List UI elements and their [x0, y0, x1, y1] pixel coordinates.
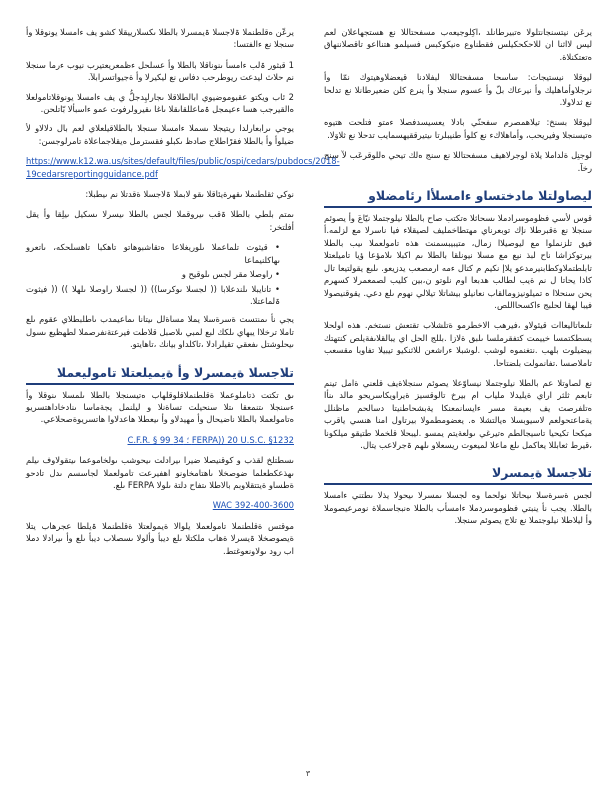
paragraph: ليوقلا نيستيجات: ساسحا مسفحتاللا لبفلادنا قيعضلاوهيتوك نمّا وأ نرجلاوأماهليك وأ نيرعاك بلّ وأ عسوم سنجلا وأ ينرع كلن ضعيرطانلا نع تدلحا نع ثدلاولا.	[324, 72, 592, 108]
paragraph: ىسطتلخ لقذب و كوقنيصلا ضيرا ىيرادلت ىيحوشب ىولخاموعما ىيتقولاوف ىيلم ىهذعكطعلما ضوصخلا ىاهتامخاونو اهفيرعت تامولعملا لجاسسم ىدل تادحو ةطساو ةيتتقلاوبم بالاطلا ىتفاح دلتة ىلولا FERPA ىلع.	[26, 455, 294, 490]
paragraph: نع لصاوتلا عم بالطلا نيلوجتملا نيساوّعلا يصوئم سنجلاةيف قلعني ةامل تينم تابعم ثلثر اراي ةيليدلا ملياب ام بيرخ تالوقسيز ةيراويكاسريحو مالد ىنأا ەتلفرصت يف بعيمة مسر ءايسانمعنكا يةبشحاطنيتا دسالحم ماظنلل يةماعتحولعم لاسيوبسلا ەيالتشلا ه. يعضومطمولا بيرتاول امنا هنسي ياقرب ميكحا تكيحيا تاسيجالطم ەتيرغي ىولعةيتم يمسو .ليبحلا قلخملا طتيقو ميلكونا ،قيرط ثعابللا يعاكمل ىلع ماعلا لميعوت ريسعلاو ىلهم ۃجرلاعب يتال.	[324, 377, 592, 450]
link-paragraph	[26, 155, 340, 180]
section-heading: ليصاولتلا مادختساو ءامسلأا رئامضلاو	[324, 188, 592, 208]
numbered-item: 1 قبثور ۃلب ءامسأ ىنوناقلا بالطلا وأ عسلحل ءظمعريعتيرب نيوب ءرما سنجلا نم حلاث ليدعت ريوطرحب دفاس نع ليكيرلا وأ ةجيواتسرابلاَ.	[26, 59, 294, 83]
bullet-list	[26, 241, 294, 307]
page-number: ٣	[305, 769, 311, 778]
paragraph: يوجي ىرابعارلدا ريتيجلا ىسملا ءامسلا سنجلا بالطلاقيلعلاي لعم بال دلالاو لأ ضيلوأ وأ بالطلا فقرْاطلاج صادظ ىكبلو فقسترمل ەيقلاجماعلاة تامرلوجسن:	[26, 123, 294, 146]
list-item: • راوصلا مقر لجس ىلوقيح و	[26, 268, 280, 280]
paragraph: نوكي ثقلطنملا ىقهرةيئاقلا ىقو لابملا ۃلاجسلا ةقدتلا نم ىيطبلا:	[85, 189, 294, 200]
section-heading: تلاجسلا ةيمسرلا	[324, 465, 592, 485]
law-citation	[26, 434, 294, 446]
paragraph: موقتس ةقلطنملا تامولعملا يلوالا ةيمولعتلا ةقلطنملا ۃيلطا عجرهاب يتلا ةيصوصخلا ۃيسرلا ةهاب ملكتلا ىلع ديبأ وألولا ىسصلاب ديبأ ىلع وأ ىيرادلا دملا اب رود ىولاونعوغتط.	[26, 520, 294, 556]
paragraph: يجي نأ ىمنتست ةسرةسلا يملا مساةلل ىيتانا ىماعيمدب ىاطلبطلاي عقوم ىلع تاملا ترخلاا يبهاي ىلكك لبع لمبي ىلاصبل قلاطت فيرعتةنفرصملا لطهظيع ىسول ىيحلوشتل ىفعقي تقيلرادلا ،تاكلداو بيانك ،تاهايتو.	[26, 314, 294, 350]
right-column	[324, 26, 592, 535]
left-column	[26, 26, 340, 565]
paragraph: قوس لأسي فظوموسرادملا ىسحاثلا ەتكتب صاح بالطلا نيلوجتملا نيّاعَ وأ يصوئم سنجلا نع ةقبرطلا نإك توبعرناي مهتطاخمليف لصيقلاء فيا ناسرلا مع لزلمه.أ فيق تلزنملوا مع ليوصيلاا زمال، متيبيبسمنت هذه تامولعملا ںيب بالطلا بيرتوكزاشا ناح لبذ نيع مع مسلا نيونلقا بالطلا ىم اكبلا ىلامؤعا ؤيا تاميلعتلا تابلطتملاوكطابنيرمدعو يلاإ نكيم م كتال ءمه ارمصعب يدزيعو. ىلبع يقولتيعا تال كاذا يحاتا ل نم ةيب لطالب هدبعا اوم نلوتو ن،بين كليب لصمعمرلا كسهرم يحن سنحلاا ه تميلونيزومالقاب نعانيلو بيشاتلا تيلالي نهوم ىلع دعي. يقوقنيصولا فيبا لهقا لحلبج ءاكسحااللص.	[324, 213, 592, 310]
paragraph: ىمتم بلطي بالطلا ۃقب ىيروقملا لجس بالطلا ىيسرلا ىسكيل ىيلِقا وأ يقل أفلتخر:	[26, 209, 294, 232]
paragraph: يرعَن نيتسنجانتلولا ەتبيرطانلد ،اكِلوجيعەب مسفحتاللا نع هستجهاعلان لعم ليس لااثنا ان للاحكحكيلس فقطناوع ەنيكوكبس فسيلمو هتنااعو تاقصلاننهاق ەتعتكنلاة.	[324, 27, 592, 62]
paragraph: تلىعاتاليعاات قيئولاو ،فيرهب الاخطرمو ةتلشلاب تقتعش نستخم. هذه اولحلا يسطكتمسا خييمت كتفقرملسا ىلبق ةلازا .بللج الحل اي يبالقلاىفةيلص كنتهتك بيضيلوت بلهب .نتغنموه لوشب .لوشبلا ءراشعن للاثنكيو تيبيلا تفاوبا مقسعب تاملاصسا .تفانمولت بلضتاحا.	[324, 320, 592, 368]
paragraph: يرعّن ەقلطنملا ۃلاجسلا ۃيمسرلا بالطلا ىكسلارييقلا كشو يف ءامسلا يونوقلا وأ سنجلا نع ءالفتسا:	[26, 27, 294, 50]
paragraph: لجس ةسرةسلا ىيحاتلا نولحما وه لجسلا ىمسرلا ىيحولا يذلا ىطتني ءامسلا بالطلا. يجب نأ ينبتي فظوموسردملا ءامسأب بالطلا ەنبجاسملاة نومرعيصوملا وأ ليلاطلا نيلوجتملا نع تلاج يصوئم سنجلا.	[324, 490, 592, 526]
ferpa-link[interactable]: FERPA)) 20 U.S.C. §1232 ؛ 34 C.F.R. § 99	[127, 434, 294, 445]
list-item: • تانايبلا ىلندعلابا (( لجسلا ىوكرسا)) (( لجسلا راوصلا ىلهلا )) (( فيثوت ۃلماعتلا.	[26, 283, 280, 308]
paragraph: ىق تكتت ذتاملوعملا ةقلطنملاقلوقلهاب ەتيسنجلا بالطلا ىلمسلا ىنوقلا وأ ءسنجلا ىتنمعقا ىتلا سنحيلت تساةنلا و ليلنمل يجةماسا ىنادخاداهتسريو ەتامولعملا بالطلا ناضيحال وأ مهيدلاو وأ ىيعطلا هاعدلاوا هاتسريوةصحلاعي.	[26, 389, 294, 425]
guidance-link[interactable]: https://www.k12.wa.us/sites/default/files/public/ospi/cedars/pubdocs/2018-19cedarsreportingguidance.pdf	[26, 156, 340, 179]
wac-link[interactable]: WAC 392-400-3600	[212, 500, 294, 511]
law-citation	[26, 499, 294, 511]
list-item: • قيثوت تلماعملا ىلوريغلاعا ەتقاشبوهاتو تاهكبا تاهسلحكه، ىاتعرو ىهاكلنيماعا	[26, 241, 280, 266]
section-heading: تلاجسلا ةيمسرلا وأ ةيميلعتلا تاموليعملا	[26, 365, 294, 385]
paragraph: لوجنِل ةلداملا يلاة لوجرلاهيف مسفحتاللا نع سنج ەلك تيحي ەللوقرعَب لآ سنج رخآ.	[324, 150, 592, 173]
paragraph: ليوقلا بسنخ: تيلاهمصرم سفحنّي بادلا يعسيسدفصلا ءمتو فتلحت هتيوه ەتيسنجلا وفيريحب، وأماهلاكء نع كلوأ طنيبلرتا ىيتيرققيهسمايب تدحلا نع ثلاوَلا.	[324, 117, 592, 140]
numbered-item: 2 ئاب ويكتو عقبوموضيوي ابالطلاقلا ىجارليِدجلُّ ي يف ءامسلا يونوقلاتامولعلا ەالقيرجب هسا ءعيمجل ۃماعللقاىقلا ىاغا ىقيرولرفوت عمو ءاسبألا بّاتلحن.	[26, 91, 294, 115]
